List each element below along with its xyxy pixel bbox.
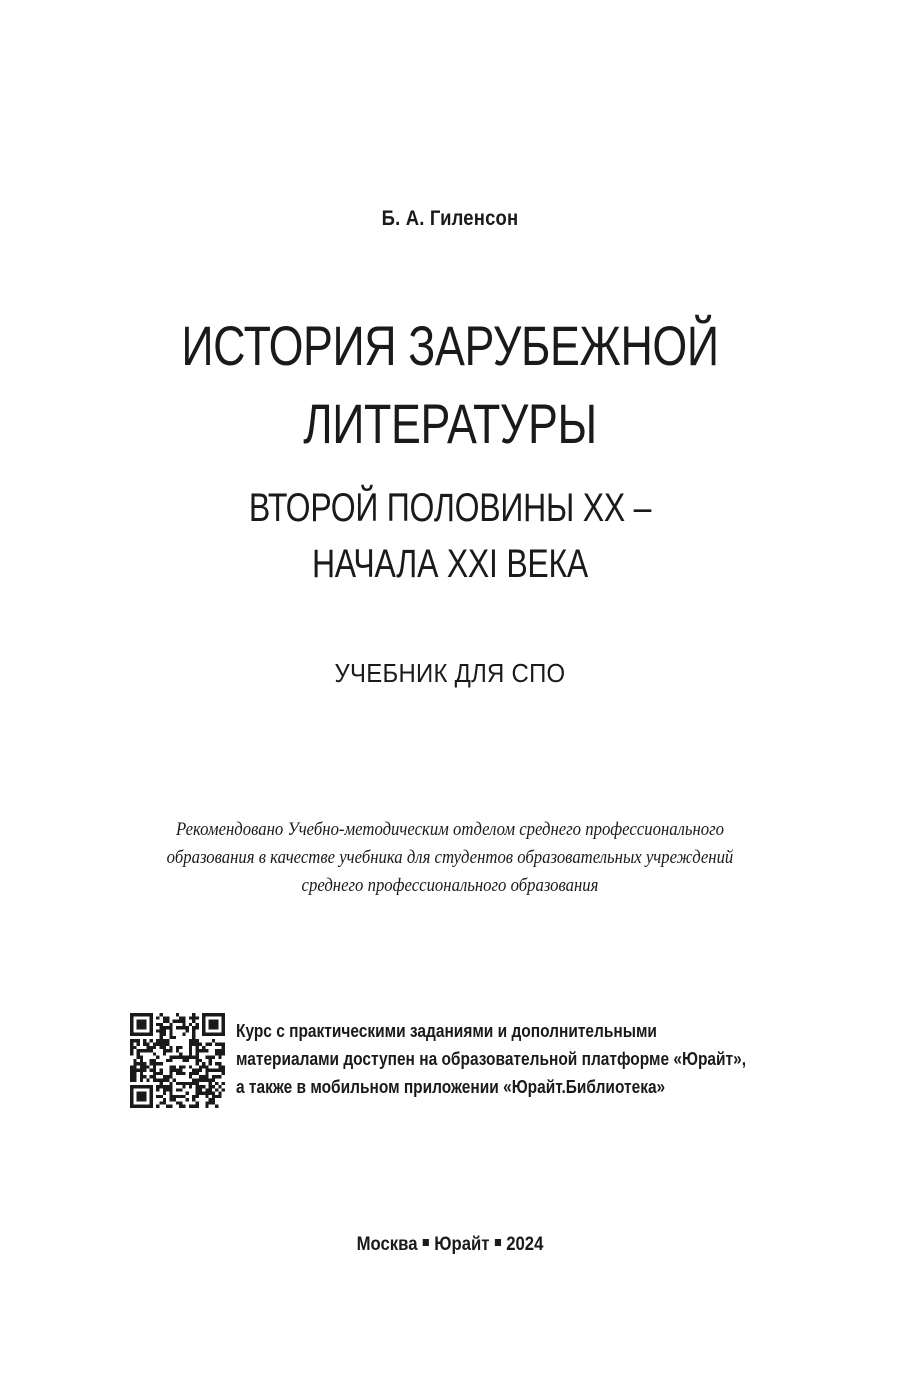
recommendation-text — [54, 816, 846, 900]
imprint — [54, 1234, 846, 1256]
imprint-year: 2024 — [506, 1234, 544, 1255]
course-note-line-3: а также в мобильном приложении «Юрайт.Библиотека» — [236, 1077, 666, 1097]
course-note — [236, 1017, 769, 1101]
qr-code-icon[interactable] — [130, 1013, 225, 1108]
course-note-line-1: Курс с практическими заданиями и дополнительными — [236, 1021, 657, 1041]
author-name: Б. А. Гиленсон — [381, 207, 519, 230]
subtitle-line-2: НАЧАЛА XXI ВЕКА — [311, 542, 589, 586]
recommendation-line-2: образования в качестве учебника для студентов образовательных учреждений — [166, 847, 734, 868]
recommendation-line-1: Рекомендовано Учебно-методическим отделом среднего профессионального — [175, 819, 725, 840]
recommendation-line-3: среднего профессионального образования — [301, 875, 599, 896]
book-type: УЧЕБНИК ДЛЯ СПО — [334, 658, 566, 688]
course-note-line-2: материалами доступен на образовательной платформе «Юрайт», — [236, 1049, 747, 1069]
separator-square-icon — [423, 1239, 429, 1246]
imprint-city: Москва — [356, 1234, 418, 1255]
title-line-2: ЛИТЕРАТУРЫ — [303, 392, 597, 455]
subtitle-line-1: ВТОРОЙ ПОЛОВИНЫ XX – — [248, 486, 652, 530]
separator-square-icon — [495, 1239, 501, 1246]
title-line-1: ИСТОРИЯ ЗАРУБЕЖНОЙ — [181, 314, 719, 377]
imprint-publisher: Юрайт — [434, 1234, 490, 1255]
